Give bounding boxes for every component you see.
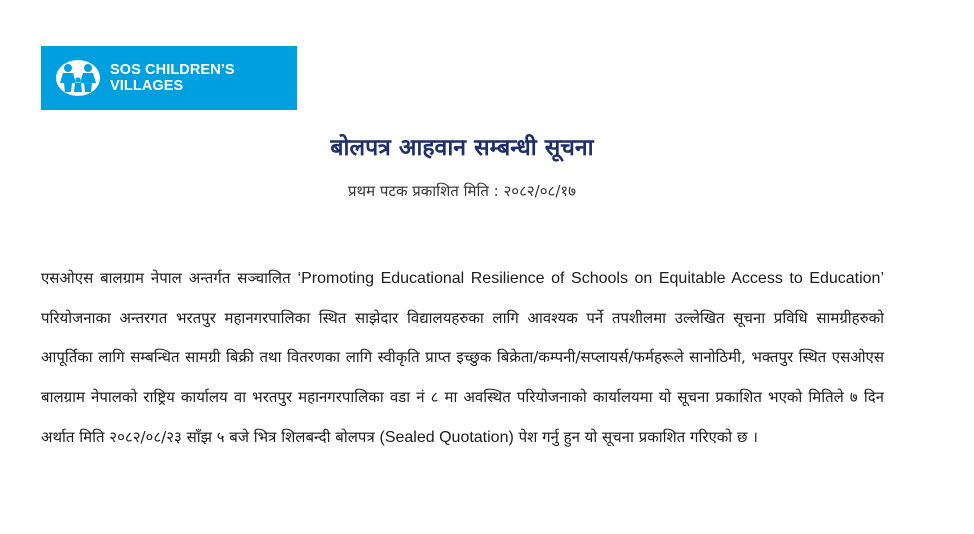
logo-line-1: SOS CHILDREN’S [110, 62, 235, 78]
sealed-quotation-label: (Sealed Quotation) [379, 428, 514, 446]
body-part-2: परियोजनाका अन्तरगत भरतपुर महानगरपालिका स्थित साझेदार विद्यालयहरुका लागि आवश्यक पर्ने तपशीलमा उल्लेखित सूचना प्रविधि सामग्रीहरुको आपूर्तिका लागि सम्बन्धित सामग्री बिक्री तथा वितरणका लागि स्वीकृति प्राप्त इच्छुक बिक्रेता/कम्पनी/सप्लायर्स/फर्महरूले सानोठिमी, भक्तपुर स्थित एसओएस बालग्राम नेपालको राष्ट्रिय कार्यालय वा भरतपुर महानगरपालिका वडा नं ८ मा अवस्थित परियोजनाको कार्यालयमा यो सूचना प्रकाशित भएको मितिले ७ दिन अर्थात मिति २०८२/०८/२३ साँझ ५ बजे भित्र शिलबन्दी बोलपत्र [41, 308, 884, 446]
body-part-1: एसओएस बालग्राम नेपाल अन्तर्गत सञ्चालित [41, 269, 298, 287]
page-title: बोलपत्र आहवान सम्बन्धी सूचना [330, 135, 594, 161]
sos-children-figures-icon [54, 58, 102, 98]
notice-body [41, 259, 884, 458]
project-name: ‘Promoting Educational Resilience of Schools on Equitable Access to Education’ [297, 270, 884, 287]
publication-date: प्रथम पटक प्रकाशित मिति : २०८२/०८/१७ [348, 182, 576, 200]
logo-line-2: VILLAGES [110, 78, 184, 94]
sos-logo [41, 46, 297, 110]
body-part-3: पेश गर्नु हुन यो सूचना प्रकाशित गरिएको छ । [513, 427, 758, 446]
logo-wordmark [110, 62, 235, 94]
